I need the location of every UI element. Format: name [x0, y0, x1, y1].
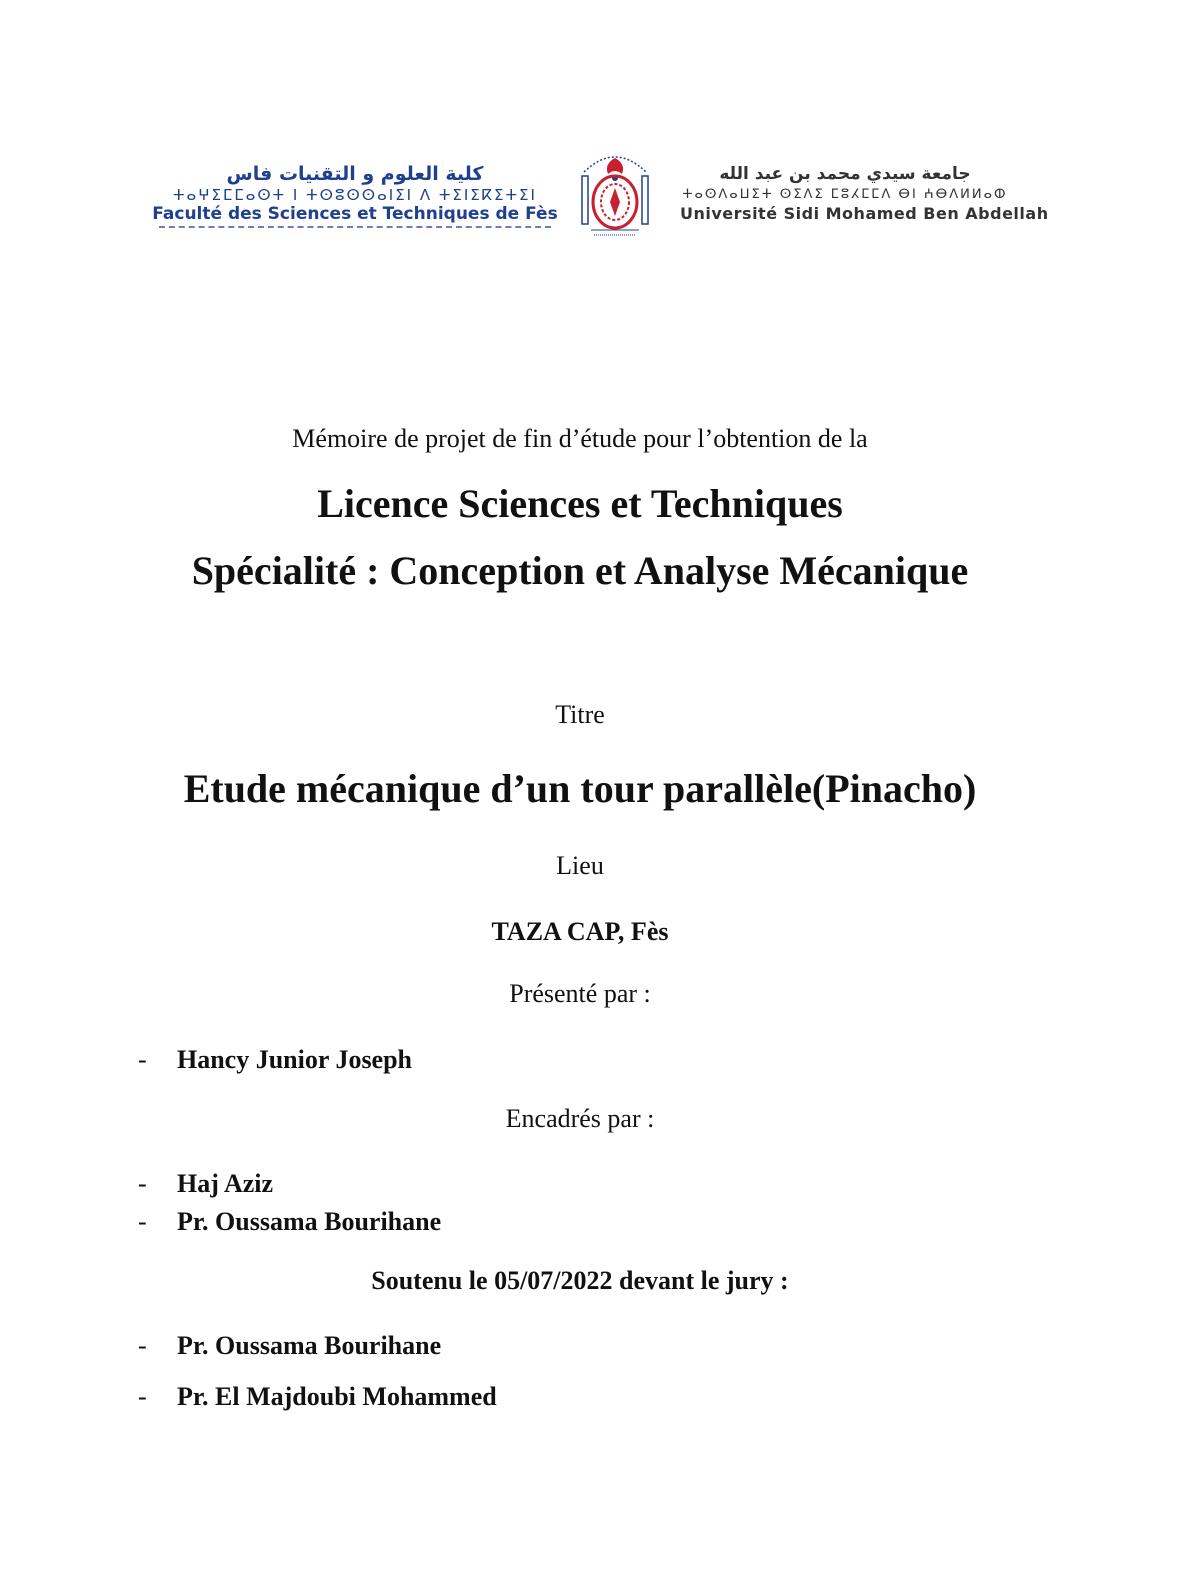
supervised-by-label: Encadrés par :: [505, 1104, 655, 1133]
supervisor-name: Haj Aziz: [177, 1169, 274, 1198]
specialty-title: Spécialité : Conception et Analyse Mécanique: [191, 548, 969, 593]
place-label: Lieu: [556, 851, 604, 880]
university-name-french: Université Sidi Mohamed Ben Abdellah: [680, 204, 1049, 223]
supervisor-item: [138, 1207, 441, 1237]
supervisor-name: Pr. Oussama Bourihane: [177, 1207, 442, 1236]
university-logo: [680, 162, 1049, 224]
university-emblem-icon: [574, 138, 656, 244]
jury-member-name: Pr. El Majdoubi Mohammed: [177, 1382, 497, 1411]
faculty-name-tifinagh: ⵜⴰⵖⵉⵎⵎⴰⵙⵜ ⵏ ⵜⵙⵓⵙⵙⴰⵏⵉⵏ ⴷ ⵜⵉⵏⵉⴽⵉⵜⵉⵏ: [173, 186, 537, 204]
faculty-logo-underline: [159, 226, 551, 232]
jury-item: [138, 1331, 441, 1361]
bullet-dash: -: [138, 1331, 147, 1360]
university-name-tifinagh: ⵜⴰⵙⴷⴰⵡⵉⵜ ⵙⵉⴷⵉ ⵎⵓⵃⵎⵎⴷ ⴱⵏ ⵄⴱⴷⵍⵍⴰⵀ: [682, 187, 1008, 202]
presented-by-label: Présenté par :: [509, 979, 651, 1008]
place-value: TAZA CAP, Fès: [491, 917, 669, 946]
jury-member-name: Pr. Oussama Bourihane: [177, 1331, 442, 1360]
bullet-dash: -: [138, 1045, 147, 1074]
thesis-intro: Mémoire de projet de fin d’étude pour l’obtention de la: [292, 424, 868, 453]
university-name-arabic: جامعة سيدي محمد بن عبد الله: [719, 164, 971, 184]
title-label: Titre: [555, 700, 605, 729]
supervisor-item: [138, 1169, 273, 1199]
faculty-logo: [150, 162, 560, 232]
thesis-title: Etude mécanique d’un tour parallèle(Pinacho): [183, 766, 977, 811]
header-logos: [0, 128, 1183, 248]
presenter-name: Hancy Junior Joseph: [177, 1045, 413, 1074]
presenter-item: [138, 1045, 412, 1075]
faculty-name-arabic: كلية العلوم و التقنيات فاس: [226, 163, 484, 185]
defense-statement: Soutenu le 05/07/2022 devant le jury :: [371, 1266, 789, 1295]
bullet-dash: -: [138, 1382, 147, 1411]
degree-title: Licence Sciences et Techniques: [317, 481, 843, 526]
bullet-dash: -: [138, 1207, 147, 1236]
faculty-name-french: Faculté des Sciences et Techniques de Fès: [152, 204, 558, 224]
jury-item: [138, 1382, 497, 1412]
bullet-dash: -: [138, 1169, 147, 1198]
